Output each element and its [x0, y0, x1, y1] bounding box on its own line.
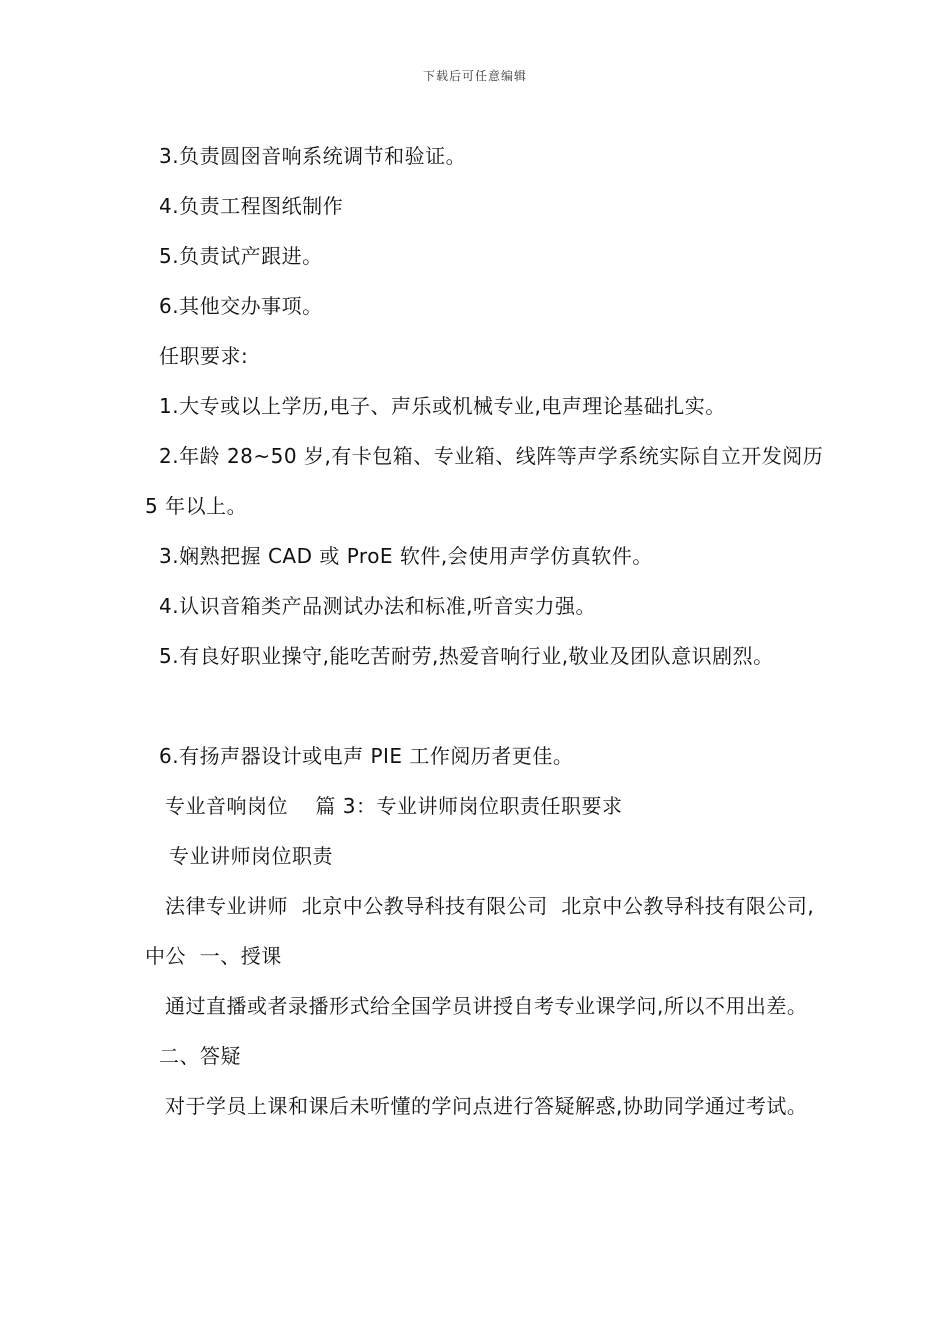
paragraph-section-heading: 专业音响岗位 篇 3：专业讲师岗位职责任职要求: [165, 794, 623, 818]
paragraph-qa-description: 对于学员上课和课后未听懂的学问点进行答疑解惑,协助同学通过考试。: [165, 1094, 808, 1118]
paragraph-requirements-heading: 任职要求:: [159, 344, 249, 368]
paragraph-lecturer-duties-heading: 专业讲师岗位职责: [169, 844, 333, 868]
paragraph-requirement-4: 4.认识音箱类产品测试办法和标准,听音实力强。: [159, 594, 596, 618]
paragraph-requirement-5: 5.有良好职业操守,能吃苦耐劳,热爱音响行业,敬业及团队意识剧烈。: [159, 644, 774, 668]
paragraph-requirement-1: 1.大专或以上学历,电子、声乐或机械专业,电声理论基础扎实。: [159, 394, 726, 418]
paragraph-requirement-2: 2.年龄 28~50 岁,有卡包箱、专业箱、线阵等声学系统实际自立开发阅历 5 年以上。: [145, 444, 831, 518]
paragraph-teaching-description: 通过直播或者录播形式给全国学员讲授自考专业课学问,所以不用出差。: [165, 994, 808, 1018]
paragraph-duty-6: 6.其他交办事项。: [159, 294, 323, 318]
paragraph-requirement-3: 3.娴熟把握 CAD 或 ProE 软件,会使用声学仿真软件。: [159, 544, 653, 568]
paragraph-duty-3: 3.负责圆囹音响系统调节和验证。: [159, 144, 467, 168]
paragraph-requirement-6: 6.有扬声器设计或电声 PIE 工作阅历者更佳。: [159, 744, 574, 768]
page-header: 下载后可任意编辑: [422, 69, 527, 83]
paragraph-spacer: [145, 681, 825, 731]
paragraph-duty-5: 5.负责试产跟进。: [159, 244, 323, 268]
paragraph-duty-4: 4.负责工程图纸制作: [159, 194, 344, 218]
paragraph-qa-heading: 二、答疑: [159, 1044, 241, 1068]
paragraph-lecturer-company: 法律专业讲师 北京中公教导科技有限公司 北京中公教导科技有限公司,中公 一、授课: [145, 894, 815, 968]
document-body: [145, 131, 831, 1131]
